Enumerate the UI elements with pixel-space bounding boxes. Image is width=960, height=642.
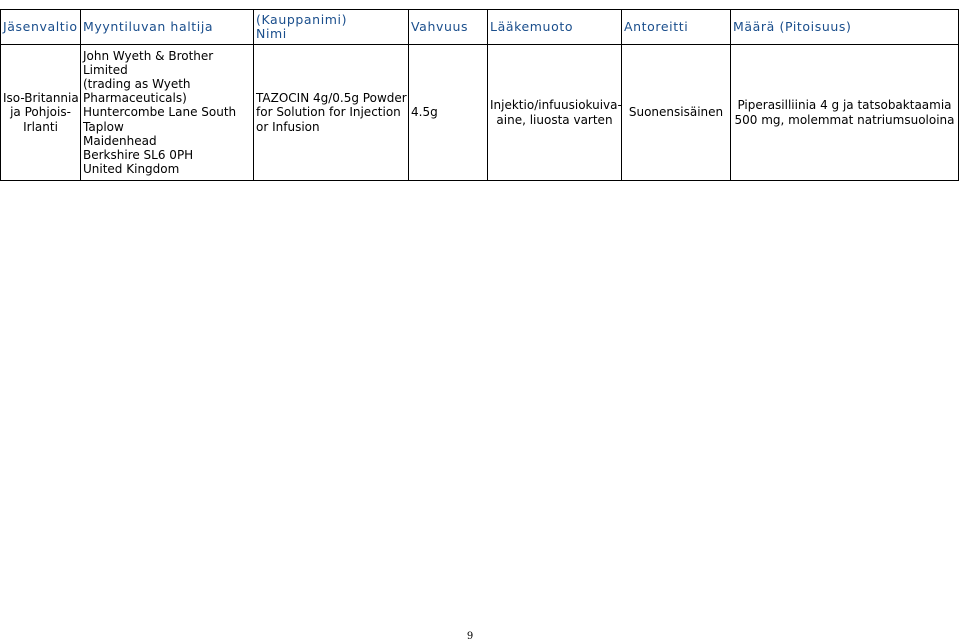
cell-form: Injektio/infuusiokuiva- aine, liuosta varten bbox=[488, 45, 622, 181]
header-amount: Määrä (Pitoisuus) bbox=[731, 10, 959, 45]
table-row bbox=[1, 45, 959, 181]
cell-strength: 4.5g bbox=[409, 45, 488, 181]
header-route: Antoreitti bbox=[622, 10, 731, 45]
header-holder: Myyntiluvan haltija bbox=[81, 10, 254, 45]
page-number: 9 bbox=[466, 631, 474, 642]
authorisation-table bbox=[0, 9, 959, 181]
cell-amount: Piperasilliinia 4 g ja tatsobaktaamia 500 mg, molemmat natriumsuoloina bbox=[731, 45, 959, 181]
header-member-state: Jäsenvaltio bbox=[1, 10, 81, 45]
header-row bbox=[1, 10, 959, 45]
cell-route: Suonensisäinen bbox=[622, 45, 731, 181]
header-strength: Vahvuus bbox=[409, 10, 488, 45]
header-form: Lääkemuoto bbox=[488, 10, 622, 45]
header-name-line2: Nimi bbox=[256, 26, 287, 41]
header-name bbox=[254, 10, 409, 45]
cell-member-state: Iso-Britannia ja Pohjois- Irlanti bbox=[1, 45, 81, 181]
cell-holder: John Wyeth & Brother Limited (trading as Wyeth Pharmaceuticals) Huntercombe Lane South Taplow Maidenhead Berkshire SL6 0PH United Kingdom bbox=[81, 45, 254, 181]
cell-name: TAZOCIN 4g/0.5g Powder for Solution for Injection or Infusion bbox=[254, 45, 409, 181]
header-name-line1: (Kauppanimi) bbox=[256, 12, 348, 27]
